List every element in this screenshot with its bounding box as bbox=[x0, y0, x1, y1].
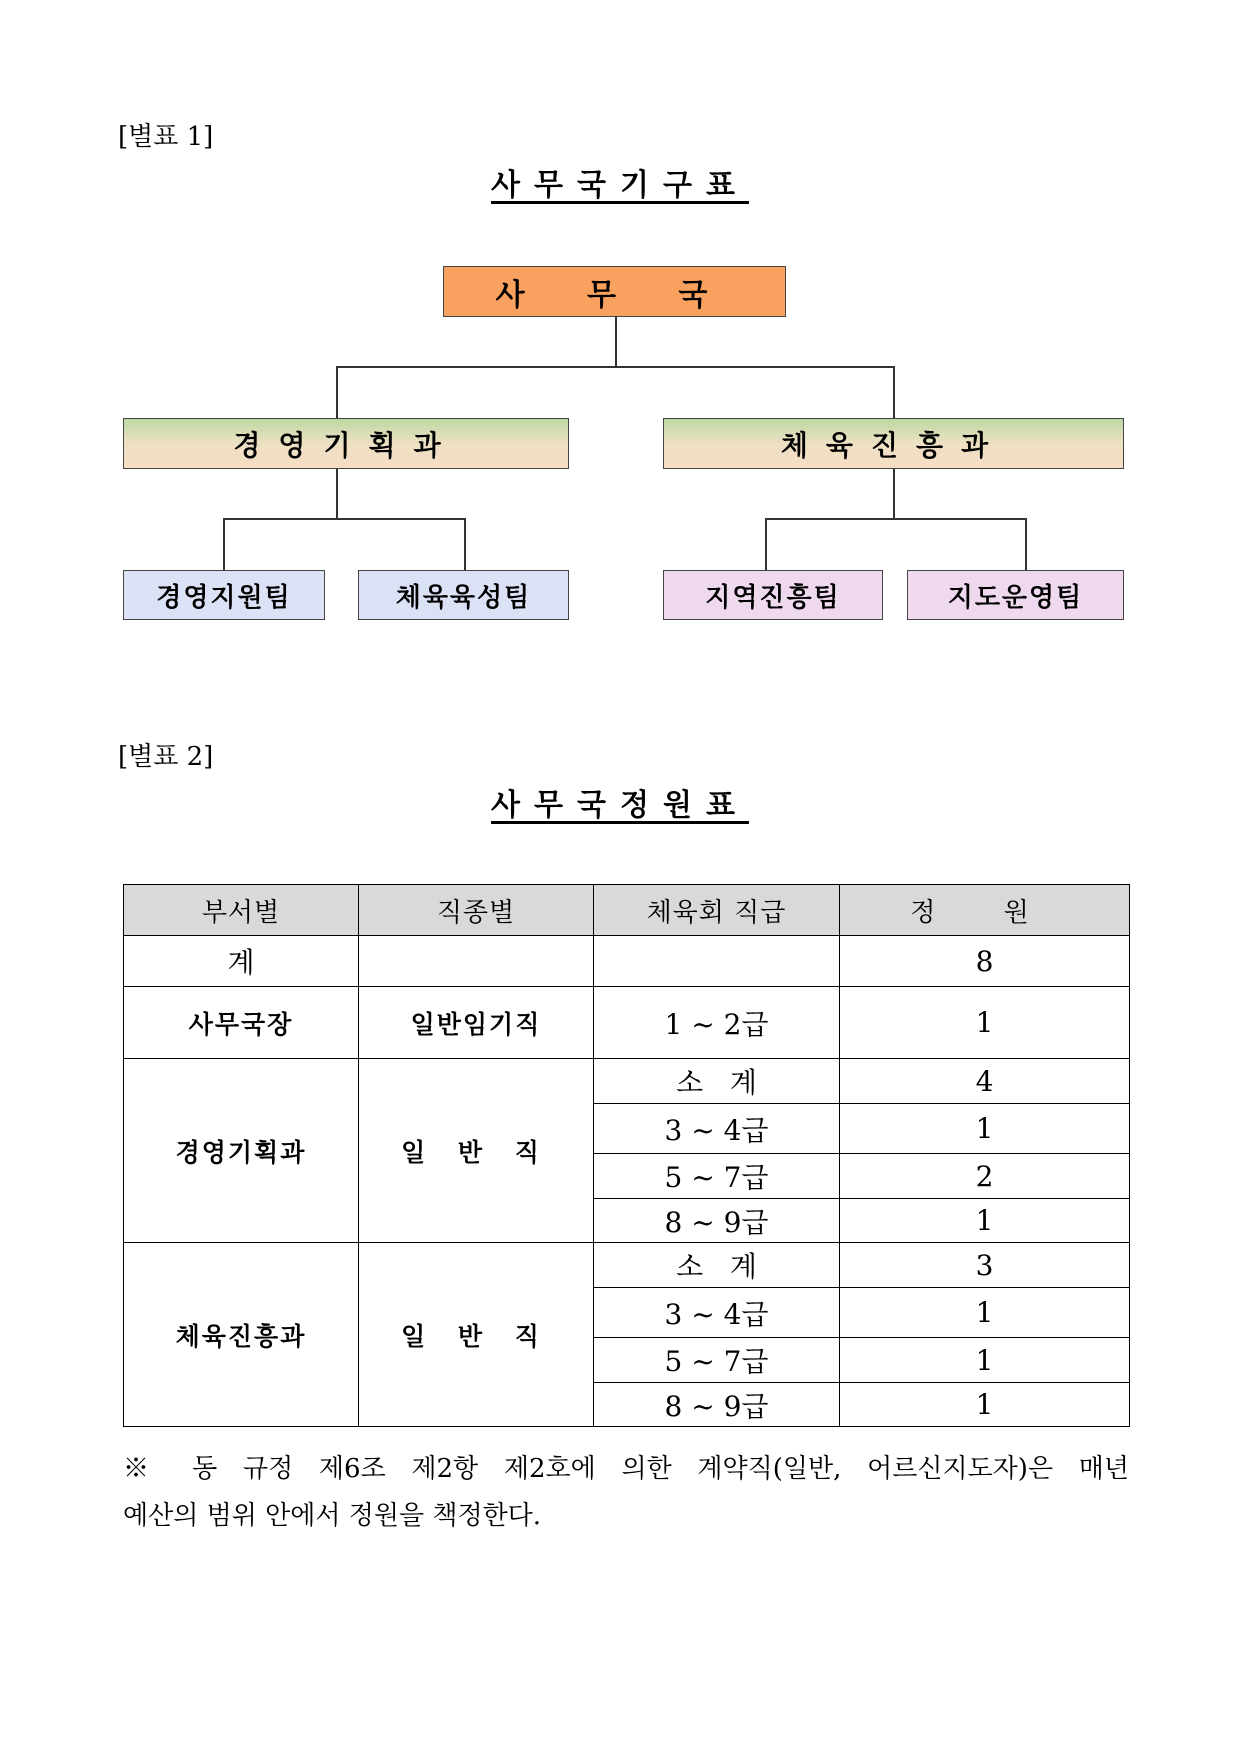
count-cell: 1 bbox=[840, 1383, 1130, 1427]
org-node-team: 경영지원팀 bbox=[123, 570, 325, 620]
table-header-row bbox=[124, 885, 1130, 936]
header-count: 정 원 bbox=[840, 885, 1130, 936]
count-cell: 1 bbox=[840, 987, 1130, 1059]
connector bbox=[765, 518, 1026, 520]
empty-cell bbox=[594, 936, 840, 987]
connector bbox=[893, 366, 895, 418]
org-node-dept: 경영기획과 bbox=[123, 418, 569, 469]
type-cell: 일반임기직 bbox=[359, 987, 594, 1059]
header-grade: 체육회 직급 bbox=[594, 885, 840, 936]
count-cell: 1 bbox=[840, 1338, 1130, 1383]
total-value: 8 bbox=[840, 936, 1130, 987]
connector bbox=[615, 317, 617, 366]
org-chart-title: 사무국기구표 bbox=[491, 168, 749, 203]
table-row bbox=[124, 1243, 1130, 1288]
header-type: 직종별 bbox=[359, 885, 594, 936]
org-node-team: 지도운영팀 bbox=[907, 570, 1124, 620]
dept-cell: 체육진흥과 bbox=[124, 1243, 359, 1427]
org-node-team: 지역진흥팀 bbox=[663, 570, 883, 620]
connector bbox=[893, 469, 895, 519]
table-row bbox=[124, 1059, 1130, 1104]
connector bbox=[464, 518, 466, 570]
connector bbox=[765, 518, 767, 570]
footnote-line-1: ※ 동 규정 제6조 제2항 제2호에 의한 계약직(일반, 어르신지도자)은 매년 bbox=[123, 1454, 1129, 1484]
type-cell: 일 반 직 bbox=[359, 1059, 594, 1243]
type-cell: 일 반 직 bbox=[359, 1243, 594, 1427]
grade-cell: 소 계 bbox=[594, 1243, 840, 1288]
count-cell: 2 bbox=[840, 1154, 1130, 1199]
table-row-director bbox=[124, 987, 1130, 1059]
grade-cell: 3 ~ 4급 bbox=[594, 1288, 840, 1338]
connector bbox=[336, 469, 338, 519]
grade-cell: 1 ~ 2급 bbox=[594, 987, 840, 1059]
staffing-table-title: 사무국정원표 bbox=[491, 788, 749, 823]
dept-cell: 사무국장 bbox=[124, 987, 359, 1059]
total-label: 계 bbox=[124, 936, 359, 987]
grade-cell: 8 ~ 9급 bbox=[594, 1199, 840, 1243]
count-cell: 4 bbox=[840, 1059, 1130, 1104]
org-node-secretariat: 사 무 국 bbox=[443, 266, 786, 317]
header-dept: 부서별 bbox=[124, 885, 359, 936]
footnote-line-2: 예산의 범위 안에서 정원을 책정한다. bbox=[123, 1501, 542, 1531]
grade-cell: 3 ~ 4급 bbox=[594, 1104, 840, 1154]
grade-cell: 소 계 bbox=[594, 1059, 840, 1104]
connector bbox=[1025, 518, 1027, 570]
connector bbox=[336, 366, 338, 418]
count-cell: 1 bbox=[840, 1104, 1130, 1154]
connector bbox=[336, 366, 894, 368]
staffing-table bbox=[123, 884, 1130, 1427]
grade-cell: 5 ~ 7급 bbox=[594, 1154, 840, 1199]
grade-cell: 5 ~ 7급 bbox=[594, 1338, 840, 1383]
empty-cell bbox=[359, 936, 594, 987]
grade-cell: 8 ~ 9급 bbox=[594, 1383, 840, 1427]
table-row-total bbox=[124, 936, 1130, 987]
connector bbox=[223, 518, 225, 570]
count-cell: 1 bbox=[840, 1199, 1130, 1243]
appendix-2-label: [별표 2] bbox=[118, 742, 214, 772]
org-node-dept: 체육진흥과 bbox=[663, 418, 1124, 469]
org-node-team: 체육육성팀 bbox=[358, 570, 569, 620]
count-cell: 3 bbox=[840, 1243, 1130, 1288]
appendix-1-label: [별표 1] bbox=[118, 122, 214, 152]
dept-cell: 경영기획과 bbox=[124, 1059, 359, 1243]
count-cell: 1 bbox=[840, 1288, 1130, 1338]
connector bbox=[223, 518, 465, 520]
